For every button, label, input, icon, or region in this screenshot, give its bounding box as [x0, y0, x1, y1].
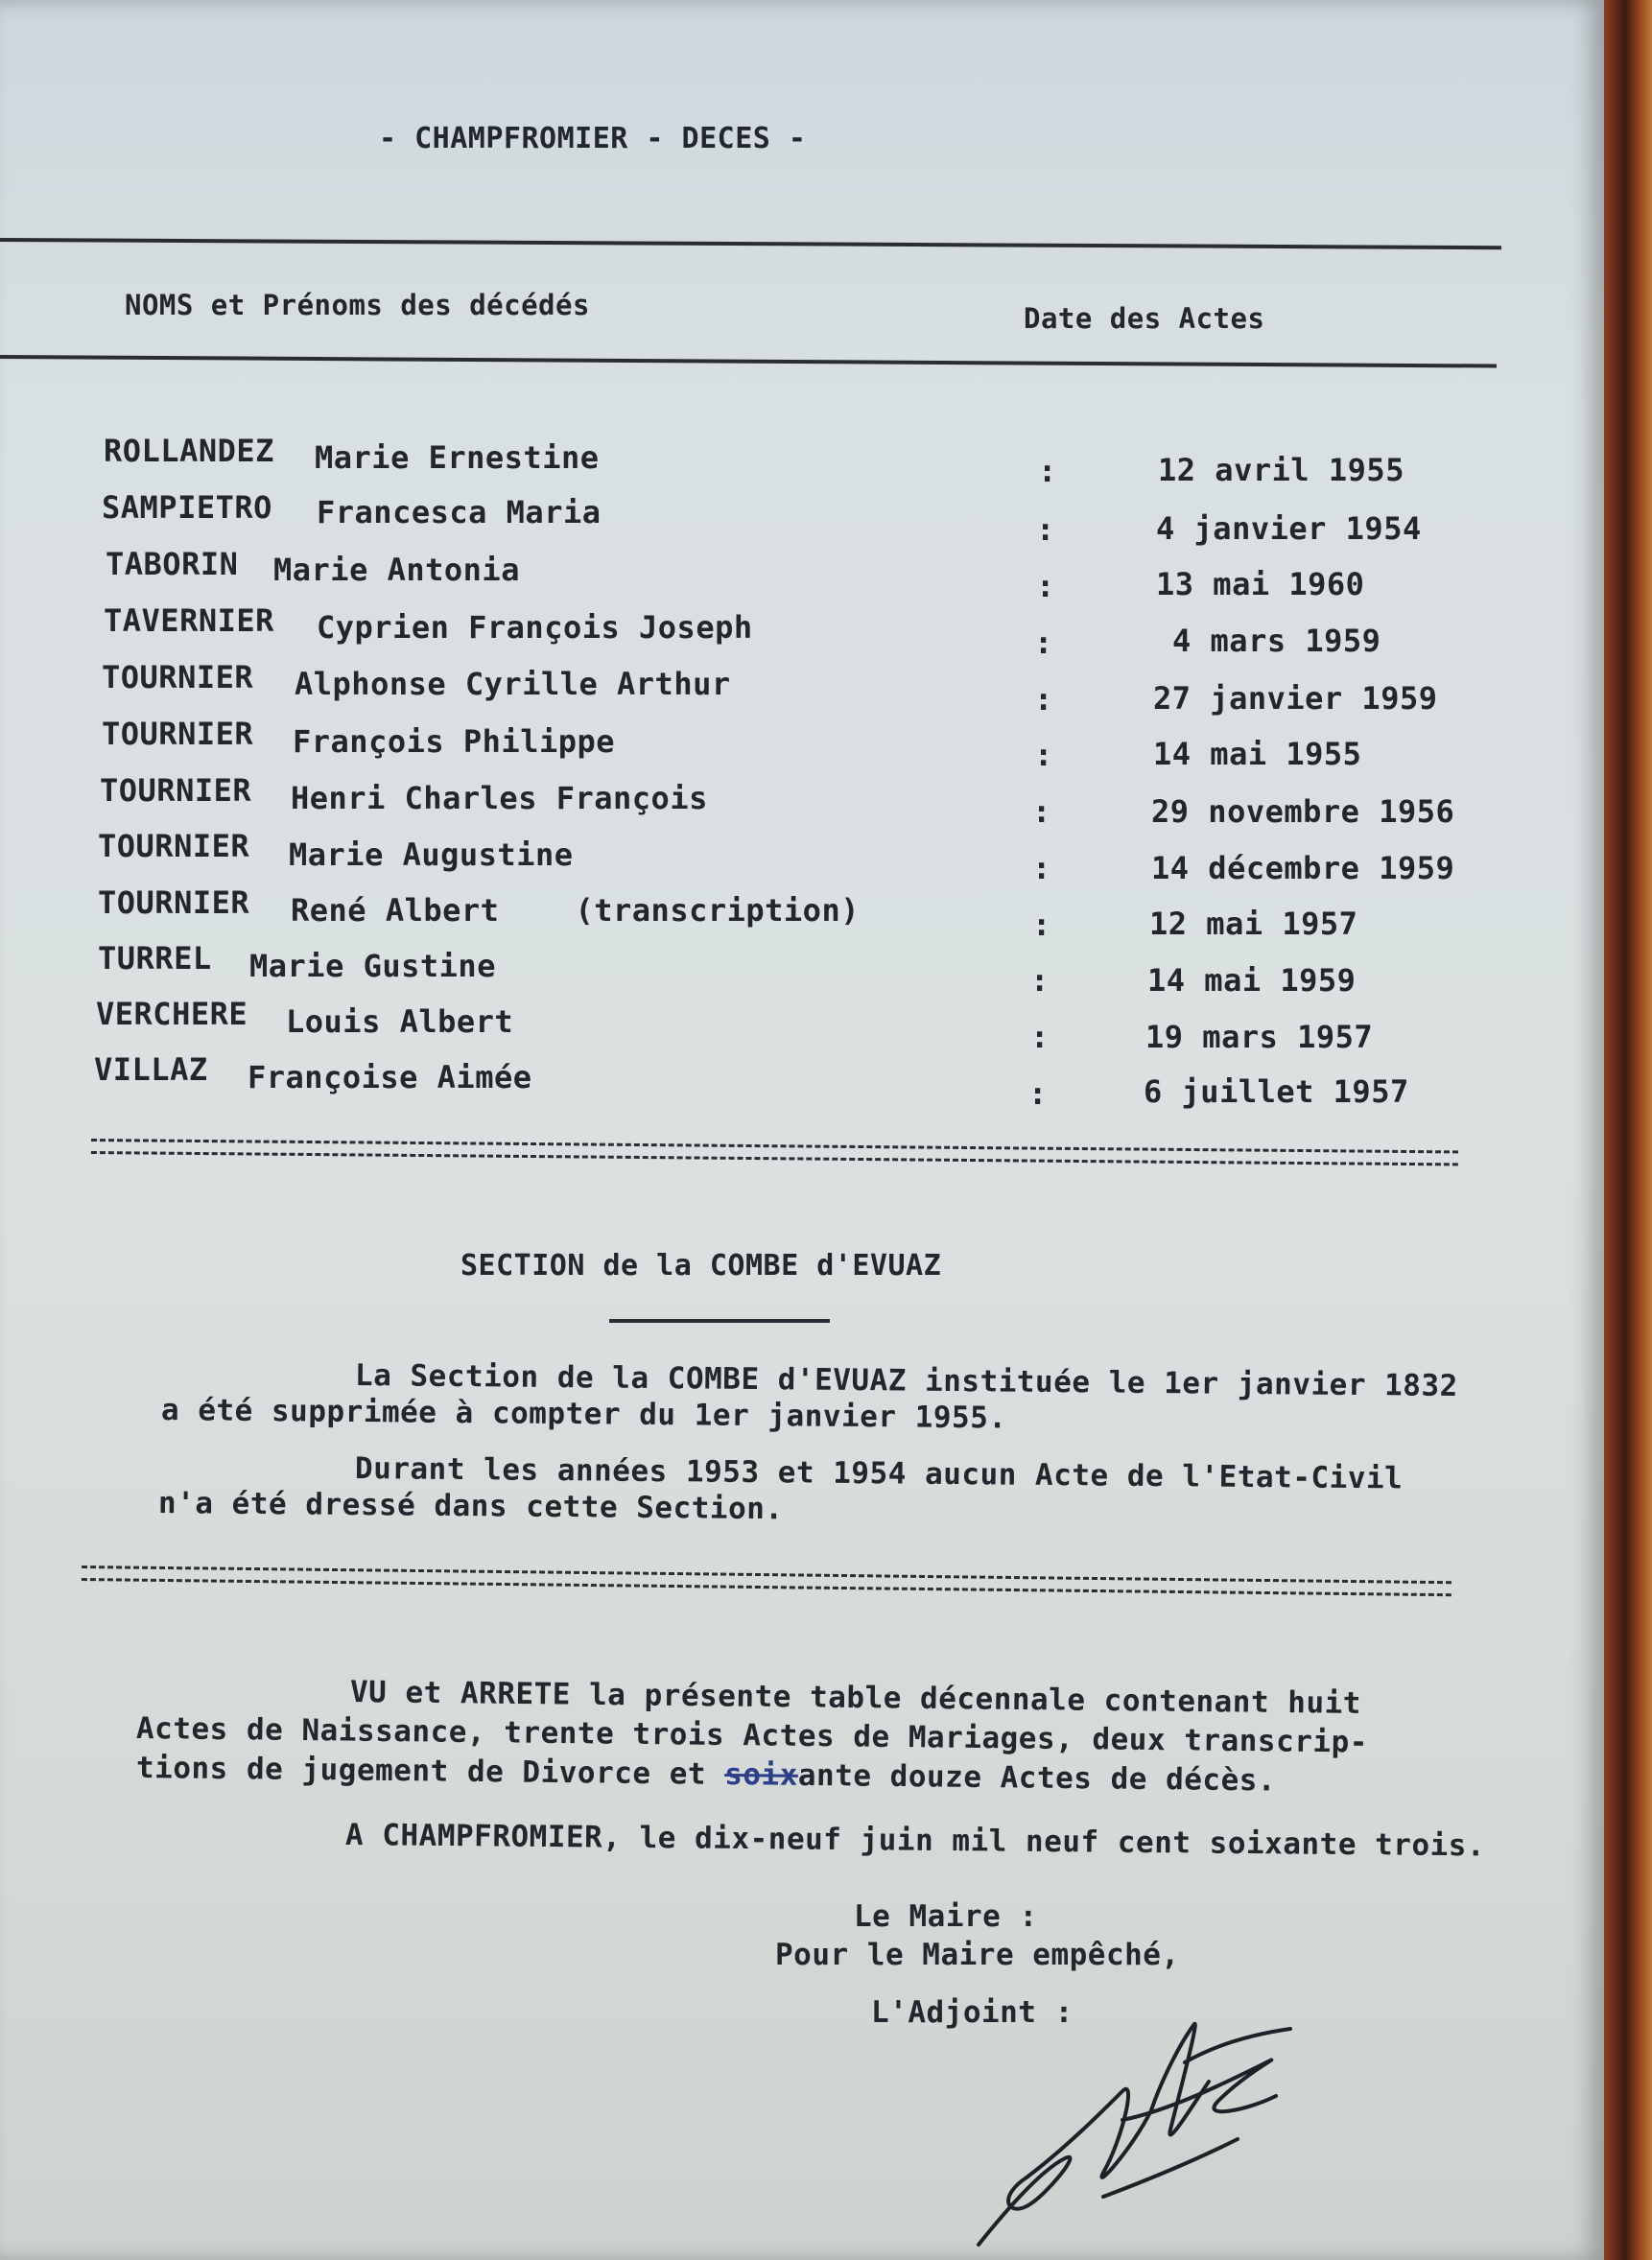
section-title: SECTION de la COMBE d'EVUAZ	[460, 1249, 942, 1283]
section-paragraph-1-line-2: a été supprimée à compter du 1er janvier 1955.	[160, 1393, 1007, 1436]
page-title: - CHAMPFROMIER - DECES -	[379, 122, 807, 155]
death-date: 12 mai 1957	[1149, 906, 1358, 942]
death-date: 6 juillet 1957	[1144, 1073, 1409, 1110]
column-header-dates: Date des Actes	[1024, 302, 1265, 335]
given-names: Françoise Aimée	[248, 1059, 532, 1095]
surname: TOURNIER	[102, 659, 254, 695]
surname: VILLAZ	[94, 1051, 208, 1088]
surname: TURREL	[98, 940, 212, 977]
signature-label-pour: Pour le Maire empêché,	[775, 1938, 1180, 1972]
death-date: 12 avril 1955	[1158, 452, 1404, 488]
given-names: Cyprien François Joseph	[317, 609, 753, 646]
struck-word: soix	[723, 1756, 799, 1793]
separator: :	[1036, 568, 1055, 604]
closing-line-3-start: tions de jugement de Divorce et	[135, 1751, 725, 1792]
column-header-names: NOMS et Prénoms des décédés	[125, 289, 590, 321]
death-date: 4 mars 1959	[1172, 623, 1381, 659]
separator: :	[1034, 624, 1053, 661]
separator: :	[1030, 1019, 1050, 1055]
given-names: Marie Ernestine	[315, 439, 600, 476]
death-date: 14 mai 1955	[1153, 736, 1362, 772]
separator: :	[1038, 453, 1057, 489]
closing-line-4: A CHAMPFROMIER, le dix-neuf juin mil neuf cent soixante trois.	[344, 1818, 1486, 1864]
death-date: 27 janvier 1959	[1153, 680, 1438, 717]
given-names: Marie Augustine	[289, 836, 574, 873]
signature-label-maire: Le Maire :	[854, 1899, 1038, 1934]
given-names: Francesca Maria	[317, 494, 602, 530]
death-date: 29 novembre 1956	[1151, 793, 1455, 830]
death-date: 13 mai 1960	[1156, 566, 1365, 602]
surname: TAVERNIER	[104, 602, 274, 639]
given-names: François Philippe	[293, 723, 616, 760]
separator: :	[1032, 906, 1051, 943]
surname: VERCHERE	[96, 996, 248, 1032]
closing-line-3-end: ante douze Actes de décès.	[797, 1757, 1277, 1799]
double-rule-2	[82, 1566, 1451, 1596]
given-names: Louis Albert	[286, 1003, 514, 1040]
separator: :	[1030, 962, 1050, 999]
death-date: 14 décembre 1959	[1151, 850, 1455, 886]
section-title-underline	[609, 1319, 830, 1323]
surname: SAMPIETRO	[102, 489, 272, 526]
header-rule-bottom	[0, 355, 1497, 368]
separator: :	[1032, 850, 1051, 886]
surname: TABORIN	[106, 546, 239, 582]
given-names: Marie Antonia	[273, 552, 520, 588]
handwritten-signature-icon	[959, 2005, 1305, 2254]
surname: TOURNIER	[100, 772, 252, 809]
given-names: Alphonse Cyrille Arthur	[295, 666, 731, 702]
closing-line-3	[135, 1751, 1277, 1799]
separator: :	[1028, 1075, 1048, 1112]
surname: TOURNIER	[98, 828, 250, 864]
death-date: 19 mars 1957	[1145, 1019, 1374, 1055]
section-paragraph-1-line-1: La Section de la COMBE d'EVUAZ instituée le 1er janvier 1832	[354, 1358, 1458, 1404]
separator: :	[1036, 511, 1055, 548]
separator: :	[1032, 793, 1051, 830]
section-paragraph-2-line-1: Durant les années 1953 et 1954 aucun Acte de l'Etat-Civil	[354, 1451, 1404, 1496]
given-names: Henri Charles François	[291, 780, 708, 816]
closing-line-2: Actes de Naissance, trente trois Actes de Mariages, deux transcrip-	[135, 1711, 1369, 1760]
death-date: 4 janvier 1954	[1156, 510, 1422, 547]
given-names: Marie Gustine	[249, 948, 496, 984]
separator: :	[1034, 737, 1053, 773]
closing-line-1: VU et ARRETE la présente table décennale contenant huit	[349, 1675, 1362, 1721]
death-date: 14 mai 1959	[1147, 962, 1357, 999]
surname: TOURNIER	[102, 716, 254, 752]
section-paragraph-2-line-2: n'a été dressé dans cette Section.	[157, 1486, 784, 1527]
double-rule-1	[91, 1139, 1458, 1165]
given-names: René Albert (transcription)	[291, 892, 860, 929]
surname: TOURNIER	[98, 884, 250, 921]
signature-label-adjoint: L'Adjoint :	[871, 1995, 1074, 2030]
header-rule-top	[0, 238, 1501, 249]
separator: :	[1034, 681, 1053, 718]
surname: ROLLANDEZ	[104, 433, 274, 469]
